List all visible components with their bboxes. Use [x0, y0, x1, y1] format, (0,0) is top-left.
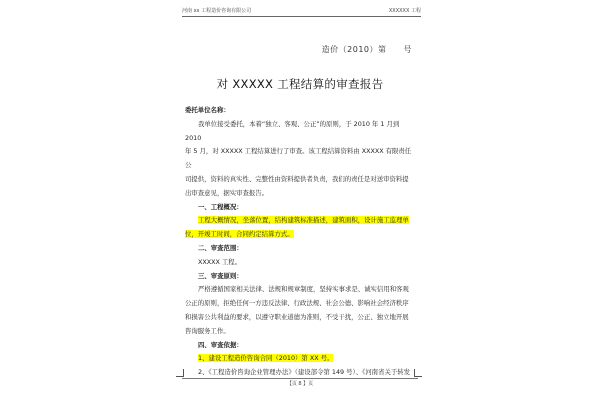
header-company: 河南 xx 工程造价咨询有限公司 [182, 8, 252, 14]
section-2-heading: 二、审查范围： [198, 243, 243, 252]
crop-mark-left [176, 369, 184, 377]
section-4-item-1 [185, 352, 417, 366]
intro-line-2: 年 5 月，对 XXXXX 工程结算进行了审查。该工程结算资料由 XXXXX 有限责任公 [185, 147, 412, 170]
section-3-line-4: 咨询服务工作。 [185, 326, 230, 335]
intro-line-3: 司提供，资料的真实性、完整性由资料提供者负责，我们的责任是对送审资料提 [185, 174, 409, 183]
section-3-line-2: 公正的原则，拒绝任何一方违反法律、行政法规、社会公德、影响社会经济秩序 [185, 299, 409, 308]
section-1-line-1 [185, 214, 417, 228]
intro-line-1: 我单位接受委托，本着“独立、客观、公正”的原则，于 2010 年 1 月到 2010 [185, 119, 400, 142]
highlight: 位，开竣工时间，合同约定结算方式。 [185, 230, 294, 239]
page-footer: 【页 8 】页 [286, 381, 314, 387]
footer-rule [182, 378, 418, 379]
section-2-text: XXXXX 工程。 [198, 257, 242, 266]
section-1-heading: 一、工程概况： [198, 202, 243, 211]
section-1-line-2 [185, 228, 417, 242]
section-3-line-1: 严格遵循国家相关法律、法规和规章制度，坚持实事求是、诚实信用和客观 [198, 285, 409, 294]
section-4-heading: 四、审查依据： [198, 340, 243, 349]
section-4-item-2: 2、《工程造价咨询企业管理办法》（建设部令第 149 号）、《河南省关于转发 [198, 368, 411, 377]
section-3-line-3: 和损害公共利益的要求，以遵守职业道德为准则，不受干扰，公正、独立地开展 [185, 312, 409, 321]
header-project: XXXXXX 工程 [388, 8, 421, 14]
highlight: 工程大概情况，坐落位置，结构建筑标准描述，建筑面积，设计施工监理单 [198, 216, 409, 225]
section-3-heading: 三、审查原则： [198, 271, 243, 280]
report-body [185, 104, 417, 380]
intro-line-4: 出审查意见，据实审查报告。 [185, 188, 269, 197]
document-number: 造价（2010）第 号 [321, 45, 412, 54]
report-title: 对 XXXXX 工程结算的审查报告 [216, 77, 384, 91]
highlight: 1、建设工程造价咨询合同（2010）第 XX 号。 [198, 354, 334, 363]
client-label: 委托单位名称： [185, 106, 230, 114]
page-header [182, 4, 421, 17]
crop-mark-right [414, 369, 422, 377]
